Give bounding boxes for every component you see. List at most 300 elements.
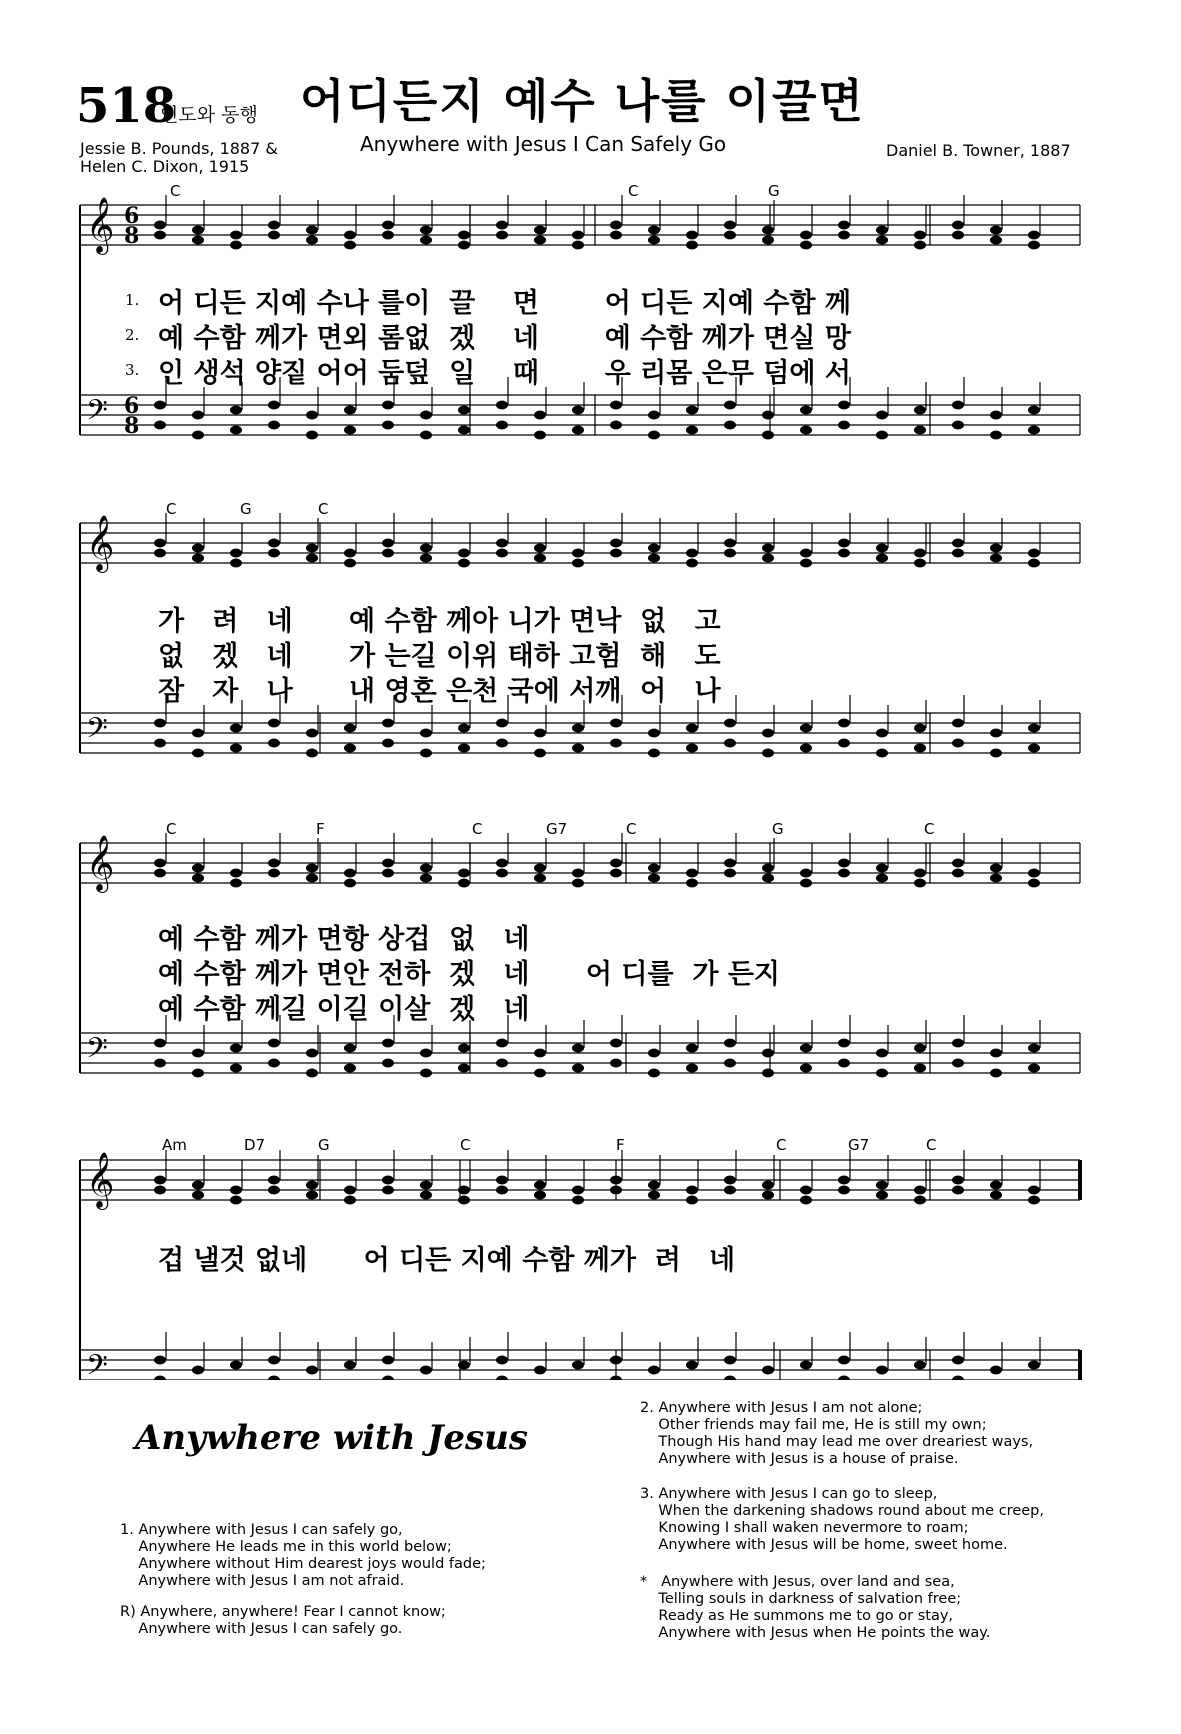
notehead — [534, 411, 546, 420]
notehead — [724, 859, 736, 868]
notehead — [876, 411, 888, 420]
notehead — [914, 1186, 926, 1195]
notehead — [990, 864, 1002, 873]
chord-symbol: C — [166, 820, 177, 838]
notehead — [800, 559, 812, 568]
notehead — [496, 719, 508, 728]
notehead — [724, 231, 736, 240]
notehead — [990, 236, 1002, 245]
notehead — [762, 864, 774, 873]
notehead — [762, 431, 774, 440]
notehead — [838, 1376, 850, 1381]
notehead — [1028, 549, 1040, 558]
notehead — [1028, 426, 1040, 435]
notehead — [876, 1069, 888, 1078]
notehead — [496, 549, 508, 558]
notehead — [496, 1176, 508, 1185]
notehead — [1028, 559, 1040, 568]
chord-symbol: F — [316, 820, 325, 838]
notehead — [268, 1376, 280, 1381]
notehead — [154, 401, 166, 410]
notehead — [914, 1044, 926, 1053]
notehead — [952, 1059, 964, 1068]
notehead — [344, 744, 356, 753]
notehead — [458, 1196, 470, 1205]
lyric-line: 겁 낼것 없네 어 디든 지예 수함 께가 려 네 — [158, 1245, 736, 1276]
notehead — [154, 859, 166, 868]
notehead — [382, 869, 394, 878]
notehead — [268, 539, 280, 548]
notehead — [344, 1196, 356, 1205]
notehead — [800, 724, 812, 733]
notehead — [344, 1361, 356, 1370]
notehead — [458, 549, 470, 558]
notehead — [762, 1191, 774, 1200]
notehead — [800, 426, 812, 435]
notehead — [458, 1186, 470, 1195]
notehead — [382, 549, 394, 558]
notehead — [648, 1366, 660, 1375]
notehead — [686, 869, 698, 878]
notehead — [876, 554, 888, 563]
hymn-number: 518 — [76, 78, 177, 134]
chord-symbol: D7 — [244, 1136, 266, 1154]
notehead — [990, 1069, 1002, 1078]
notehead — [800, 231, 812, 240]
notehead — [876, 1191, 888, 1200]
music-credit: Daniel B. Towner, 1887 — [886, 141, 1071, 160]
notehead — [610, 1356, 622, 1365]
notehead — [344, 724, 356, 733]
notehead — [268, 1039, 280, 1048]
notehead — [686, 1361, 698, 1370]
notehead — [496, 401, 508, 410]
notehead — [1028, 1361, 1040, 1370]
notehead — [306, 1069, 318, 1078]
notehead — [458, 724, 470, 733]
notehead — [344, 559, 356, 568]
notehead — [458, 1044, 470, 1053]
notehead — [800, 241, 812, 250]
notehead — [762, 544, 774, 553]
notehead — [686, 1186, 698, 1195]
english-verse-2: 2. Anywhere with Jesus I am not alone; Other friends may fail me, He is still my own; Though His hand may lead me over dreariest ways, Anywhere with Jesus is a house of praise. — [640, 1400, 1034, 1467]
notehead — [572, 231, 584, 240]
notehead — [838, 859, 850, 868]
chord-symbol: G — [768, 182, 780, 200]
notehead — [648, 1191, 660, 1200]
bass-clef: 𝄢 — [86, 394, 108, 434]
notehead — [230, 879, 242, 888]
notehead — [610, 1186, 622, 1195]
lyric-line: 인 생석 양짙 어어 둠덮 일 때 우 리몸 은무 덤에 서 — [158, 358, 851, 389]
notehead — [876, 1181, 888, 1190]
notehead — [306, 864, 318, 873]
notehead — [724, 1176, 736, 1185]
notehead — [610, 1059, 622, 1068]
notehead — [458, 1064, 470, 1073]
treble-clef: 𝄞 — [86, 197, 115, 253]
notehead — [724, 1376, 736, 1381]
notehead — [800, 549, 812, 558]
notehead — [344, 406, 356, 415]
notehead — [230, 724, 242, 733]
notehead — [534, 1191, 546, 1200]
notehead — [382, 1059, 394, 1068]
notehead — [344, 549, 356, 558]
lyric-line: 예 수함 께가 면항 상겁 없 네 — [158, 924, 530, 955]
hymn-category: 인도와 동행 — [160, 104, 258, 126]
notehead — [230, 241, 242, 250]
notehead — [230, 1196, 242, 1205]
notehead — [344, 231, 356, 240]
notehead — [572, 549, 584, 558]
notehead — [306, 1049, 318, 1058]
notehead — [420, 1049, 432, 1058]
notehead — [192, 1191, 204, 1200]
notehead — [914, 1196, 926, 1205]
notehead — [838, 739, 850, 748]
notehead — [724, 1039, 736, 1048]
notehead — [876, 1049, 888, 1058]
notehead — [648, 431, 660, 440]
notehead — [762, 226, 774, 235]
notehead — [534, 749, 546, 758]
notehead — [648, 236, 660, 245]
chord-symbol: C — [924, 820, 935, 838]
notehead — [420, 411, 432, 420]
notehead — [306, 544, 318, 553]
notehead — [990, 411, 1002, 420]
notehead — [952, 739, 964, 748]
lyric-line: 어 디든 지예 수나 를이 끌 면 어 디든 지예 수함 께 — [158, 288, 851, 319]
notehead — [192, 411, 204, 420]
notehead — [192, 874, 204, 883]
notehead — [382, 1176, 394, 1185]
notehead — [610, 401, 622, 410]
notehead — [610, 739, 622, 748]
notehead — [344, 879, 356, 888]
notehead — [914, 744, 926, 753]
notehead — [800, 1044, 812, 1053]
notehead — [154, 1356, 166, 1365]
notehead — [572, 1186, 584, 1195]
lyric-line: 잠 자 나 내 영혼 은천 국에 서깨 어 나 — [158, 676, 721, 707]
english-heading: Anywhere with Jesus — [135, 1418, 529, 1458]
notehead — [610, 539, 622, 548]
notehead — [686, 879, 698, 888]
notehead — [268, 231, 280, 240]
notehead — [420, 554, 432, 563]
chord-symbol: C — [318, 500, 329, 518]
notehead — [724, 549, 736, 558]
english-refrain: R) Anywhere, anywhere! Fear I cannot know; Anywhere with Jesus I can safely go. — [120, 1604, 446, 1637]
notehead — [572, 724, 584, 733]
notehead — [496, 1356, 508, 1365]
notehead — [458, 559, 470, 568]
notehead — [154, 221, 166, 230]
notehead — [686, 1064, 698, 1073]
notehead — [534, 544, 546, 553]
notehead — [420, 226, 432, 235]
notehead — [876, 544, 888, 553]
notehead — [838, 539, 850, 548]
notehead — [230, 1064, 242, 1073]
notehead — [572, 426, 584, 435]
notehead — [1028, 724, 1040, 733]
notehead — [762, 1049, 774, 1058]
notehead — [914, 879, 926, 888]
notehead — [686, 231, 698, 240]
notehead — [952, 1186, 964, 1195]
notehead — [724, 401, 736, 410]
notehead — [458, 406, 470, 415]
notehead — [876, 236, 888, 245]
hymn-title-korean: 어디든지 예수 나를 이끌면 — [300, 74, 865, 128]
notehead — [230, 426, 242, 435]
chord-symbol: G — [772, 820, 784, 838]
notehead — [762, 729, 774, 738]
notehead — [534, 554, 546, 563]
notehead — [952, 859, 964, 868]
notehead — [230, 549, 242, 558]
notehead — [268, 719, 280, 728]
notehead — [686, 724, 698, 733]
notehead — [306, 874, 318, 883]
notehead — [1028, 1064, 1040, 1073]
notehead — [572, 1044, 584, 1053]
notehead — [496, 1376, 508, 1381]
notehead — [610, 221, 622, 230]
treble-clef: 𝄞 — [86, 835, 115, 891]
notehead — [154, 1059, 166, 1068]
chord-symbol: G — [318, 1136, 330, 1154]
notehead — [268, 869, 280, 878]
notehead — [572, 744, 584, 753]
notehead — [762, 236, 774, 245]
chord-symbol: C — [626, 820, 637, 838]
notehead — [420, 544, 432, 553]
notehead — [838, 421, 850, 430]
notehead — [382, 1039, 394, 1048]
notehead — [306, 729, 318, 738]
notehead — [268, 401, 280, 410]
notehead — [800, 1196, 812, 1205]
notehead — [610, 1039, 622, 1048]
notehead — [268, 421, 280, 430]
notehead — [762, 554, 774, 563]
notehead — [382, 421, 394, 430]
notehead — [458, 241, 470, 250]
notehead — [1028, 1186, 1040, 1195]
notehead — [306, 749, 318, 758]
notehead — [648, 1049, 660, 1058]
notehead — [534, 1181, 546, 1190]
notehead — [382, 231, 394, 240]
notehead — [686, 744, 698, 753]
notehead — [724, 1356, 736, 1365]
chord-symbol: C — [628, 182, 639, 200]
notehead — [990, 1181, 1002, 1190]
notehead — [876, 874, 888, 883]
notehead — [572, 241, 584, 250]
notehead — [268, 1176, 280, 1185]
notehead — [154, 719, 166, 728]
notehead — [838, 221, 850, 230]
notehead — [496, 1186, 508, 1195]
notehead — [648, 1069, 660, 1078]
time-signature: 6 — [124, 203, 140, 229]
notehead — [838, 231, 850, 240]
chord-symbol: C — [926, 1136, 937, 1154]
notehead — [458, 869, 470, 878]
notehead — [762, 1181, 774, 1190]
bass-clef: 𝄢 — [86, 1032, 108, 1072]
notehead — [990, 1366, 1002, 1375]
notehead — [876, 749, 888, 758]
notehead — [724, 421, 736, 430]
notehead — [800, 1361, 812, 1370]
notehead — [420, 431, 432, 440]
notehead — [496, 539, 508, 548]
notehead — [268, 221, 280, 230]
notehead — [1028, 1044, 1040, 1053]
notehead — [154, 1176, 166, 1185]
notehead — [382, 1356, 394, 1365]
notehead — [914, 724, 926, 733]
chord-symbol: C — [472, 820, 483, 838]
notehead — [496, 421, 508, 430]
verse-number: 3. — [125, 361, 140, 379]
chord-symbol: C — [460, 1136, 471, 1154]
notehead — [344, 1186, 356, 1195]
notehead — [762, 1366, 774, 1375]
notehead — [154, 539, 166, 548]
notehead — [610, 549, 622, 558]
notehead — [306, 411, 318, 420]
notehead — [990, 544, 1002, 553]
notehead — [838, 1039, 850, 1048]
notehead — [610, 719, 622, 728]
notehead — [230, 231, 242, 240]
notehead — [724, 221, 736, 230]
notehead — [648, 411, 660, 420]
notehead — [686, 1044, 698, 1053]
notehead — [800, 1064, 812, 1073]
notehead — [154, 739, 166, 748]
chord-symbol: G7 — [848, 1136, 870, 1154]
notehead — [610, 1176, 622, 1185]
notehead — [420, 864, 432, 873]
treble-clef: 𝄞 — [86, 515, 115, 571]
notehead — [686, 559, 698, 568]
notehead — [192, 729, 204, 738]
notehead — [382, 1186, 394, 1195]
verse-number: 1. — [125, 291, 140, 309]
notehead — [534, 226, 546, 235]
notehead — [458, 426, 470, 435]
notehead — [686, 406, 698, 415]
notehead — [914, 869, 926, 878]
notehead — [496, 869, 508, 878]
notehead — [1028, 231, 1040, 240]
notehead — [382, 1376, 394, 1381]
english-verse-4: * Anywhere with Jesus, over land and sea, Telling souls in darkness of salvation free; Ready as He summons me to go or stay, Anywhere with Jesus when He points the way. — [640, 1574, 991, 1641]
notehead — [230, 869, 242, 878]
treble-clef: 𝄞 — [86, 1152, 115, 1208]
notehead — [572, 869, 584, 878]
notehead — [268, 739, 280, 748]
notehead — [876, 1366, 888, 1375]
notehead — [306, 1366, 318, 1375]
notehead — [496, 739, 508, 748]
notehead — [1028, 869, 1040, 878]
notehead — [382, 859, 394, 868]
notehead — [648, 749, 660, 758]
notehead — [724, 1186, 736, 1195]
notehead — [876, 729, 888, 738]
notehead — [952, 869, 964, 878]
notehead — [990, 226, 1002, 235]
notehead — [154, 421, 166, 430]
notehead — [572, 1064, 584, 1073]
notehead — [1028, 406, 1040, 415]
notehead — [990, 1049, 1002, 1058]
notehead — [838, 719, 850, 728]
notehead — [268, 1059, 280, 1068]
notehead — [496, 231, 508, 240]
notehead — [762, 411, 774, 420]
notehead — [420, 1181, 432, 1190]
notehead — [1028, 879, 1040, 888]
notehead — [192, 864, 204, 873]
notehead — [382, 401, 394, 410]
notehead — [534, 729, 546, 738]
notehead — [1028, 1196, 1040, 1205]
notehead — [534, 1069, 546, 1078]
notehead — [762, 1069, 774, 1078]
notehead — [268, 1186, 280, 1195]
notehead — [686, 1196, 698, 1205]
notehead — [572, 879, 584, 888]
notehead — [610, 421, 622, 430]
notehead — [344, 241, 356, 250]
notehead — [344, 1044, 356, 1053]
notehead — [420, 729, 432, 738]
notehead — [534, 874, 546, 883]
notehead — [952, 719, 964, 728]
notehead — [952, 231, 964, 240]
notehead — [306, 554, 318, 563]
notehead — [838, 401, 850, 410]
notehead — [648, 864, 660, 873]
notehead — [420, 1366, 432, 1375]
notehead — [914, 549, 926, 558]
notehead — [192, 236, 204, 245]
notehead — [686, 426, 698, 435]
notehead — [268, 859, 280, 868]
notehead — [230, 1361, 242, 1370]
notehead — [192, 1049, 204, 1058]
notehead — [230, 744, 242, 753]
notehead — [952, 1176, 964, 1185]
notehead — [192, 554, 204, 563]
notehead — [306, 1181, 318, 1190]
notehead — [990, 749, 1002, 758]
notehead — [268, 549, 280, 558]
bass-clef: 𝄢 — [86, 1349, 108, 1380]
notehead — [382, 739, 394, 748]
